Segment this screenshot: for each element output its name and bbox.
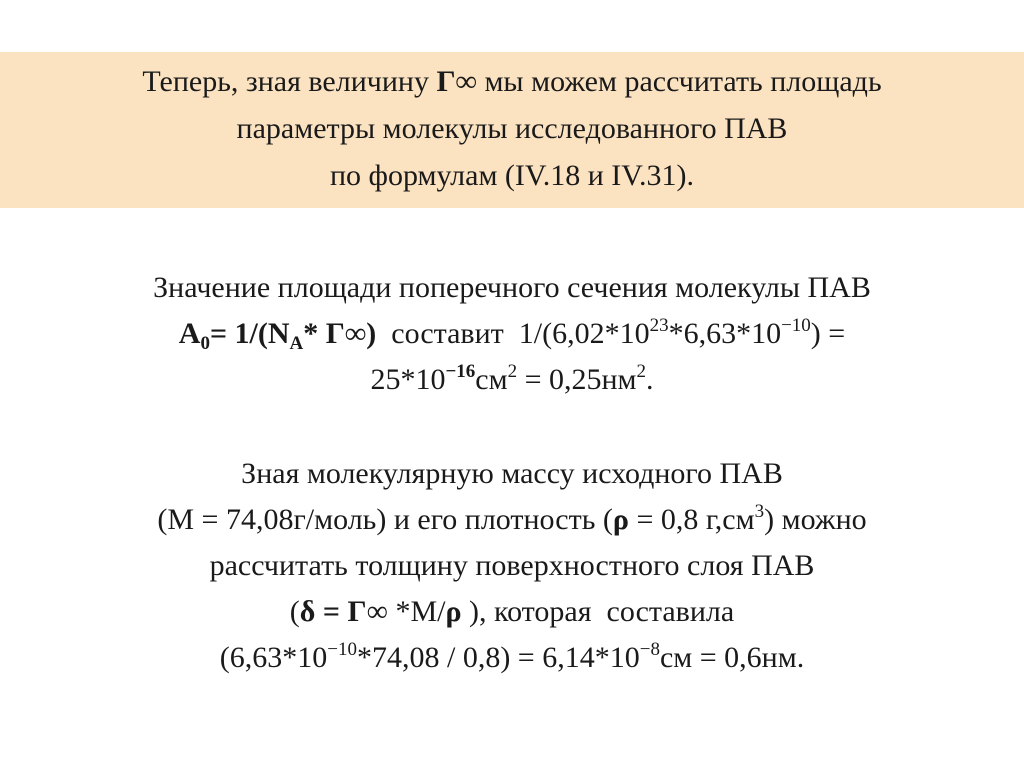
header-text-run: мы можем рассчитать площадь xyxy=(476,65,882,98)
body-text-run: ) можно xyxy=(764,503,867,536)
area-result-line xyxy=(0,357,1024,403)
formula-subscript: 0 xyxy=(200,333,210,354)
body-text-run: ), которая составила xyxy=(461,595,735,628)
body-text-run: ( xyxy=(289,595,300,628)
header-text xyxy=(0,58,1024,199)
exponent: 23 xyxy=(649,315,669,336)
header-line-1 xyxy=(0,58,1024,105)
thickness-intro-line: Зная молекулярную массу исходного ПАВ xyxy=(241,457,783,490)
calculation-text: составит 1/(6,02*10 xyxy=(376,317,650,350)
exponent: 3 xyxy=(754,501,765,522)
exponent: −10 xyxy=(327,639,357,660)
thickness-calc-intro-line: рассчитать толщину поверхностного слоя ПАВ xyxy=(209,549,815,582)
formula-text: = 1/(N xyxy=(209,317,290,350)
gamma-infinity-symbol: Г∞ xyxy=(436,65,477,98)
calculation-text: *6,63*10 xyxy=(668,317,782,350)
body-text-run: (М = 74,08г/моль) и его плотность ( xyxy=(157,503,613,536)
result-text: (6,63*10 xyxy=(219,641,328,674)
header-line-2: параметры молекулы исследованного ПАВ xyxy=(236,112,788,145)
thickness-formula-line xyxy=(0,589,1024,635)
result-text: = 0,25нм xyxy=(517,363,637,396)
formula-text: A xyxy=(178,317,201,350)
result-text: см = 0,6нм. xyxy=(659,641,805,674)
main-content xyxy=(0,265,1024,681)
paragraph-gap xyxy=(0,403,1024,451)
thickness-mass-line xyxy=(0,497,1024,543)
formula-text: * Г∞) xyxy=(303,317,377,350)
result-text: *74,08 / 0,8) = 6,14*10 xyxy=(356,641,640,674)
infinity-symbol: ∞ xyxy=(366,595,388,628)
area-formula xyxy=(178,317,377,354)
exponent: 2 xyxy=(636,361,647,382)
delta-formula: δ = Г xyxy=(299,595,367,628)
exponent: 2 xyxy=(507,361,518,382)
result-text: . xyxy=(646,363,654,396)
rho-symbol: ρ xyxy=(612,503,629,536)
area-formula-line xyxy=(0,311,1024,357)
header-line-3: по формулам (IV.18 и IV.31). xyxy=(329,159,695,192)
area-intro-line: Значение площади поперечного сечения молекулы ПАВ xyxy=(153,271,871,304)
exponent xyxy=(445,361,475,382)
result-text: 25*10 xyxy=(370,363,446,396)
body-text-run: = 0,8 г,см xyxy=(628,503,755,536)
header-text-run: Теперь, зная величину xyxy=(142,65,437,98)
exponent: −8 xyxy=(639,639,660,660)
rho-symbol: ρ xyxy=(445,595,462,628)
exponent-bold: −16 xyxy=(445,361,476,382)
result-text: см xyxy=(475,363,508,396)
calculation-text: ) = xyxy=(810,317,846,350)
exponent: −10 xyxy=(781,315,811,336)
formula-subscript: A xyxy=(289,333,304,354)
thickness-result-line xyxy=(0,635,1024,681)
body-text-run: *М/ xyxy=(387,595,446,628)
